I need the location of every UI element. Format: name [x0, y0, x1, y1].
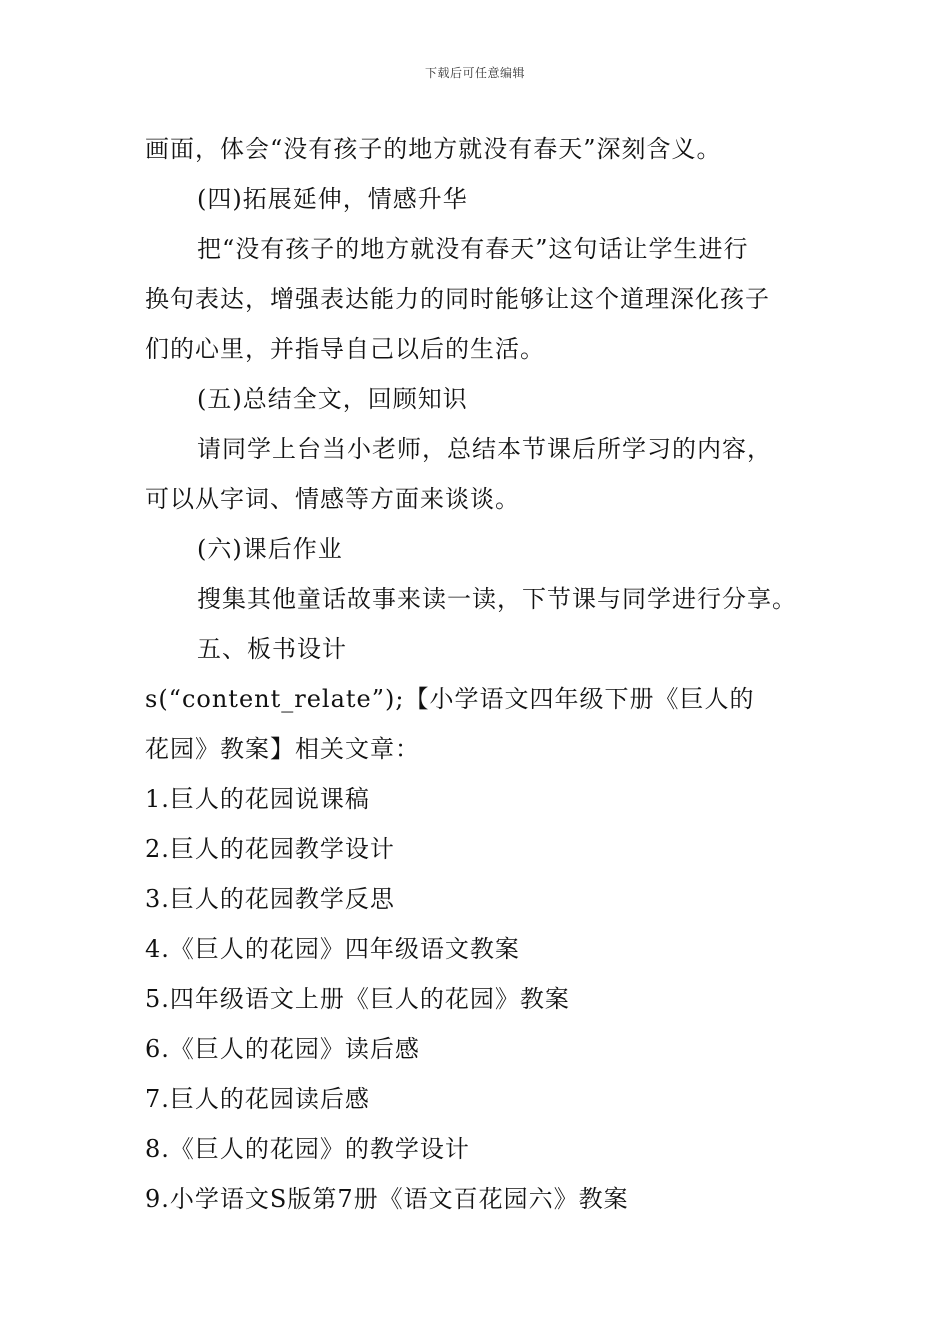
related-article-item[interactable]: 2.巨人的花园教学设计 — [145, 835, 395, 863]
related-article-item[interactable]: 8.《巨人的花园》的教学设计 — [145, 1135, 470, 1163]
paragraph-line: 把“没有孩子的地方就没有春天”这句话让学生进行 — [197, 235, 749, 263]
paragraph-line: 们的心里，并指导自己以后的生活。 — [145, 335, 545, 363]
section-heading: (五)总结全文，回顾知识 — [197, 385, 468, 413]
paragraph-line: 搜集其他童话故事来读一读，下节课与同学进行分享。 — [197, 585, 797, 613]
paragraph-line: 请同学上台当小老师，总结本节课后所学习的内容， — [197, 435, 772, 463]
related-article-item[interactable]: 6.《巨人的花园》读后感 — [145, 1035, 420, 1063]
related-articles-intro: 花园》教案】相关文章： — [145, 735, 420, 763]
section-heading: (六)课后作业 — [197, 535, 343, 563]
related-article-item[interactable]: 9.小学语文S版第7册《语文百花园六》教案 — [145, 1185, 629, 1213]
related-article-item[interactable]: 1.巨人的花园说课稿 — [145, 785, 370, 813]
related-article-item[interactable]: 5.四年级语文上册《巨人的花园》教案 — [145, 985, 570, 1013]
paragraph-line: 换句表达，增强表达能力的同时能够让这个道理深化孩子 — [145, 285, 770, 313]
related-articles-intro: s(“content_relate”);【小学语文四年级下册《巨人的 — [145, 685, 755, 713]
related-article-item[interactable]: 7.巨人的花园读后感 — [145, 1085, 370, 1113]
section-heading: (四)拓展延伸，情感升华 — [197, 185, 468, 213]
related-article-item[interactable]: 3.巨人的花园教学反思 — [145, 885, 395, 913]
related-article-item[interactable]: 4.《巨人的花园》四年级语文教案 — [145, 935, 520, 963]
page-header: 下载后可任意编辑 — [424, 66, 525, 80]
document-body — [145, 124, 815, 1224]
section-heading: 五、板书设计 — [197, 635, 347, 663]
paragraph-line: 画面，体会“没有孩子的地方就没有春天”深刻含义。 — [145, 135, 722, 163]
paragraph-line: 可以从字词、情感等方面来谈谈。 — [145, 485, 520, 513]
